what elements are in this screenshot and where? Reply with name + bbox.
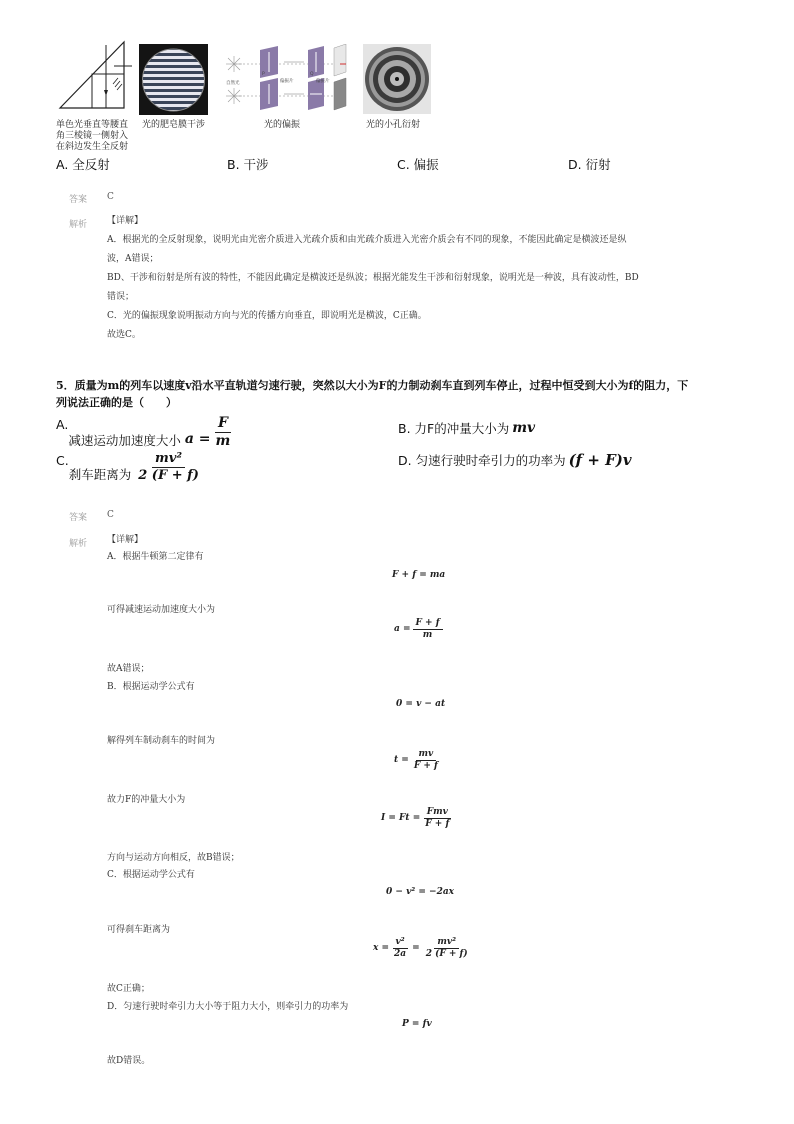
prism-total-reflection-figure <box>58 40 138 112</box>
analysis-line: D．匀速行驶时牵引力大小等于阻力大小，则牵引力的功率为 <box>107 1002 349 1012</box>
analysis-label: 解析 <box>69 220 88 230</box>
option-d-text: D. 匀速行驶时牵引力的功率为 <box>398 453 566 468</box>
option-a-lhs: a = <box>184 431 211 448</box>
option-d[interactable]: D. 衍射 <box>568 157 611 172</box>
analysis-line: 方向与运动方向相反，故B错误； <box>107 853 240 863</box>
label-P: P <box>262 72 265 77</box>
q5-option-d[interactable] <box>398 451 632 469</box>
equation-braking-distance <box>373 937 471 960</box>
figure-caption-prism <box>56 120 136 153</box>
eq-fraction <box>391 937 409 960</box>
fraction-numerator: v² <box>393 937 408 949</box>
answer-label: 答案 <box>69 513 88 523</box>
figure-caption-diffraction: 光的小孔衍射 <box>366 120 421 130</box>
q5-option-a[interactable] <box>56 415 233 450</box>
analysis-line: C．根据运动学公式有 <box>107 870 195 880</box>
fraction-numerator: Fmv <box>424 807 451 819</box>
analysis-line: B．根据运动学公式有 <box>107 682 195 692</box>
option-c[interactable]: C. 偏振 <box>397 157 439 172</box>
label-polarizer-2: 偏振片 <box>316 79 330 84</box>
fraction-denominator: m <box>422 629 433 640</box>
question-5-stem <box>56 377 746 411</box>
caption-line: 角三棱镜一侧射入 <box>56 131 129 141</box>
analysis-line: A．根据牛顿第二定律有 <box>107 552 204 562</box>
eq-lhs: t = <box>394 755 409 766</box>
caption-line: 在斜边发生全反射 <box>56 142 129 152</box>
fraction-denominator: m <box>215 432 231 449</box>
equation-time <box>394 749 441 772</box>
option-c-prefix: C. <box>56 453 69 468</box>
analysis-line: 错误； <box>107 292 135 302</box>
eq-fraction <box>423 937 471 960</box>
eq-lhs: x = <box>373 943 390 954</box>
option-a-prefix: A. <box>56 417 69 432</box>
option-a-fraction <box>213 415 234 450</box>
option-b-text: B. 力F的冲量大小为 <box>398 421 510 436</box>
eq-fraction <box>413 618 443 641</box>
analysis-line: C．光的偏振现象说明振动方向与光的传播方向垂直，即说明光是横波，C正确。 <box>107 311 427 321</box>
soap-film-interference-image <box>139 44 208 115</box>
option-b-expr: mv <box>512 420 536 436</box>
fraction-numerator: mv² <box>434 937 459 949</box>
fraction-denominator: F + f <box>425 818 450 829</box>
q5-option-c[interactable] <box>56 451 202 483</box>
q5-analysis-head: 【详解】 <box>107 535 144 545</box>
label-natural-light: 自然光 <box>226 81 240 86</box>
eq-lhs: I = Ft = <box>381 813 421 824</box>
equation-impulse <box>381 807 452 830</box>
fraction-numerator: mv² <box>152 451 185 468</box>
q5-option-b[interactable] <box>398 419 535 437</box>
pinhole-diffraction-image <box>363 44 431 114</box>
answer-value: C <box>107 192 114 202</box>
analysis-line: 可得刹车距离为 <box>107 925 171 935</box>
analysis-label: 解析 <box>69 539 88 549</box>
equation-acceleration <box>394 618 443 641</box>
analysis-line: 故选C。 <box>107 330 141 340</box>
option-d-expr: (f + F)v <box>568 451 632 469</box>
answer-label: 答案 <box>69 195 88 205</box>
analysis-line: 解得列车制动刹车的时间为 <box>107 736 216 746</box>
fraction-numerator: mv <box>416 749 437 761</box>
option-c-fraction <box>135 451 202 483</box>
equation-newton: F + f = ma <box>392 570 446 580</box>
option-c-text: 刹车距离为 <box>68 467 132 483</box>
fraction-denominator: 2 (F + f) <box>425 948 468 959</box>
analysis-line: BD、干涉和衍射是所有波的特性，不能因此确定是横波还是纵波；根据光能发生干涉和衍射现象，说明光是一种波，具有波动性，BD <box>107 273 639 283</box>
label-Q: Q <box>310 72 314 77</box>
option-a-text: 减速运动加速度大小 <box>68 433 181 449</box>
option-a[interactable]: A. 全反射 <box>56 157 110 172</box>
equation-power: P = fv <box>402 1019 432 1029</box>
stem-line: 5．质量为m的列车以速度v沿水平直轨道匀速行驶，突然以大小为F的力制动刹车直到列车停止，过程中恒受到大小为f的阻力，下 <box>56 379 689 392</box>
fraction-denominator: 2 (F + f) <box>138 467 199 483</box>
fraction-denominator: 2a <box>394 948 407 959</box>
caption-line: 单色光垂直等腰直 <box>56 120 129 130</box>
analysis-line: 故A错误； <box>107 664 150 674</box>
eq-fraction <box>422 807 452 830</box>
analysis-line: 故C正确； <box>107 984 150 994</box>
analysis-line: 波，A错误； <box>107 254 159 264</box>
fraction-numerator: F <box>215 415 231 433</box>
eq-lhs: a = <box>394 624 411 635</box>
fraction-numerator: F + f <box>413 618 443 630</box>
label-polarizer-1: 偏振片 <box>280 79 294 84</box>
analysis-line: 故力F的冲量大小为 <box>107 795 186 805</box>
fraction-denominator: F + f <box>413 760 438 771</box>
eq-fraction <box>411 749 441 772</box>
eq-equals: = <box>412 943 420 954</box>
analysis-line: A．根据光的全反射现象，说明光由光密介质进入光疏介质和由光疏介质进入光密介质会有不同的现象，不能因此确定是横波还是纵 <box>107 235 627 245</box>
equation-kinematic-velocity: 0 = v − at <box>396 699 446 709</box>
equation-kinematic-distance: 0 − v² = −2ax <box>386 887 455 897</box>
stem-line: 列说法正确的是（ ） <box>56 396 177 409</box>
polarization-diagram <box>220 44 350 114</box>
answer-value: C <box>107 510 114 520</box>
figure-caption-soap-film: 光的肥皂膜干涉 <box>142 120 206 130</box>
analysis-head: 【详解】 <box>107 216 144 226</box>
q4-analysis <box>107 215 747 342</box>
figure-caption-polarization: 光的偏振 <box>264 120 301 130</box>
option-b[interactable]: B. 干涉 <box>227 157 269 172</box>
analysis-line: 故D错误。 <box>107 1056 151 1066</box>
analysis-line: 可得减速运动加速度大小为 <box>107 605 216 615</box>
